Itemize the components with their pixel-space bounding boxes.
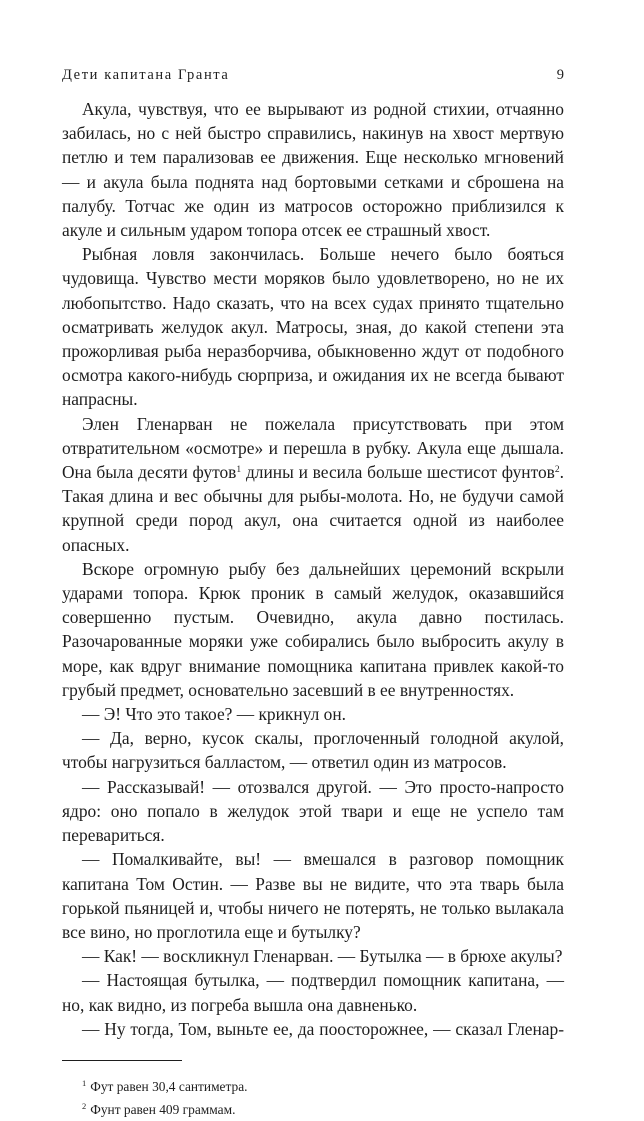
page-number: 9 xyxy=(556,67,564,83)
footnote-mark: 2 xyxy=(82,1100,87,1111)
paragraph-2: Рыбная ловля закончилась. Больше нечего было бояться чудовища. Чувство мести моряков было удовлетворено, но не их любопытство. Надо сказать, что на всех судах принято тщательно осматривать желудок акул. Матросы, зная, до какой степени эта прожорливая рыба неразборчива, обыкновенно ждут от подобного осмотра какого-нибудь сюрприза, и ожидания их не всегда бывают напрасны. xyxy=(62,244,564,410)
footnote-ref[interactable]: 2 xyxy=(554,465,560,476)
paragraph-4: Вскоре огромную рыбу без дальнейших церемоний вскрыли ударами топора. Крюк проник в самый желудок, оказавшийся совершенно пустым. Очевидно, акула давно постилась. Разочарованные моряки уже собирались было выбросить акулу в море, как вдруг внимание помощника капитана привлек какой-то грубый предмет, основательно засевший в ее внутренностях. xyxy=(62,558,564,700)
footnote-text: Фунт равен 409 граммам. xyxy=(90,1101,236,1117)
paragraph-3: Элен Гленарван не пожелала присутствовать при этом отвратительном «осмотре» и перешла в рубку. Акула еще дышала. Она была десяти футов$^1$ длины и весила больше шестисот фунтов$^2$. Такая длина и вес обычны для рыбы-молота. Но, не будучи самой крупной среди пород акул, она считается одной из наиболее опасных. xyxy=(62,413,564,555)
footnote-divider xyxy=(62,1060,182,1061)
paragraph-1: Акула, чувствуя, что ее вырывают из родной стихии, отчаянно забилась, но с ней быстро справились, накинув на хвост мертвую петлю и тем парализовав ее движения. Еще несколько мгновений — и акула была поднята над бортовыми сетками и сброшена на палубу. Тотчас же один из матросов осторожно приблизился к акуле и сильным ударом топора отсек ее страшный хвост. xyxy=(62,99,564,241)
dialogue-line: — Как! — воскликнул Гленарван. — Бутылка — в брюхе акулы? xyxy=(82,946,563,967)
dialogue-line: — Рассказывай! — отозвался другой. — Это просто-напросто ядро: оно попало в желудок этой твари и еще не успело там перевариться. xyxy=(62,776,564,846)
footnote-1 xyxy=(62,1075,564,1098)
dialogue-line: — Помалкивайте, вы! — вмешался в разговор помощник капитана Том Остин. — Разве вы не видите, что эта тварь была горькой пьяницей и, чтобы ничего не потерять, не только вылакала все вино, но проглотила еще и бутылку? xyxy=(62,849,564,942)
footnote-2 xyxy=(62,1098,564,1121)
footnote-text: Фут равен 30,4 сантиметра. xyxy=(90,1078,248,1094)
footnote-mark: 1 xyxy=(82,1077,87,1088)
dialogue-line: — Э! Что это такое? — крикнул он. xyxy=(82,704,346,725)
dialogue-line: — Настоящая бутылка, — подтвердил помощник капитана, — но, как видно, из погреба вышла она давненько. xyxy=(62,970,564,1015)
footnote-ref[interactable]: 1 xyxy=(236,465,242,476)
running-head xyxy=(62,58,564,92)
running-title: Дети капитана Гранта xyxy=(62,67,230,83)
dialogue-line: — Ну тогда, Том, выньте ее, да поосторожнее, — сказал Гленар- xyxy=(82,1018,564,1039)
body-text xyxy=(62,97,564,1041)
footnotes xyxy=(62,1075,564,1121)
dialogue-line: — Да, верно, кусок скалы, проглоченный голодной акулой, чтобы нагрузиться балластом, — ответил один из матросов. xyxy=(62,728,564,773)
book-page xyxy=(62,58,564,1117)
